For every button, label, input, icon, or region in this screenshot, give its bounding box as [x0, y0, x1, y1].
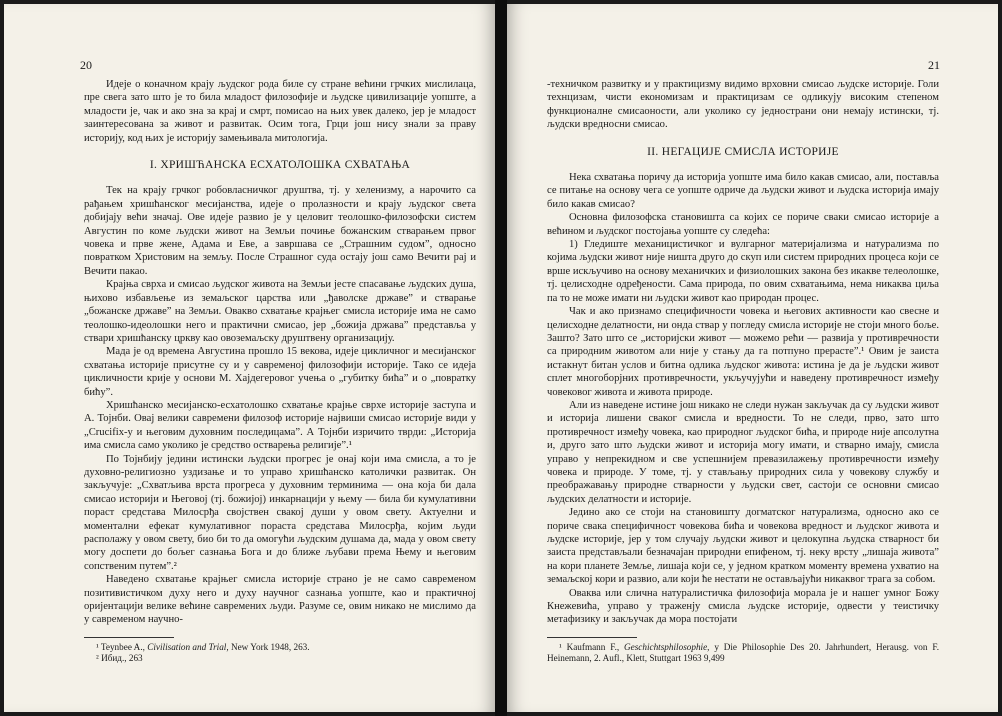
- paragraph: Нека схватања поричу да историја уопште има било какав смисао, али, постављa се питање на основу чега се уопште одриче да људски живот и људска историја имају било какав смисао?: [547, 172, 939, 210]
- intro-paragraph-left: Идеје о коначном крају људског рода биле су стране већини грчких мислилаца, пре свега зато што је то била младост филозофије и људске цивилизације уопште, а младости је, чак и ако зна за крај и смрт, помисао на њих увек далеко, јер је младост заинтересована за живот и развитак. Осим тога, Грци још нису знали за праву историју, код њих је историју замењивала митологија.: [84, 79, 476, 144]
- paragraph: Оваква или слична натуралистичка филозофија морала је и нашег умног Божу Кнежевића, управо у траженју смисла људске историје, одвести у теистичку метафизику и закључак да мора постојати: [547, 587, 939, 626]
- paragraph: Једино ако се стоји на становишту догматског натурализма, односно ако се пориче свака специфичност човекова бића и човекова вредност и људског живота и људске историје, јер у том случају људски живот и целокупна људска стварност би заиста представљали безначајан природни епифеном, тј. неку врсту „лишаја живота” на кори планете Земље, лишаја који се, у једном кратком моменту времена ухватио на земаљској кори и развио, али који ће нестати не остављајући никаквог трага за собом.: [547, 507, 939, 586]
- paragraph: 1) Гледиште механицистичког и вулгарног материјализма и натурализма по којима људски живот није ништа друго до скуп или систем природних процеса који се врше искључиво на основу механичких и физиолошких закона без икакве телеолошке, тј. целисходне одређености. Сама природа, по овим схватањима, нема никаква циља па то не може имати ни људски живот као природан процес.: [547, 239, 939, 304]
- footnote: ¹ Kaufmann F., Geschichtsphilosophie, у Die Philosophie Des 20. Jahrhundert, Herausg. von F. Heinemann, 2. Aufl., Klett, Stuttgart 1963 9,499: [547, 641, 939, 664]
- footnote-rule: [547, 637, 637, 638]
- page-number-left: 20: [80, 58, 92, 72]
- paragraph: Чак и ако признамо специфичности човека и његових активности као свесне и целисходне делатности, ни онда ствар у погледу смисла историје не стоји много боље. Зашто? Зато што се „историјски живот — можемо рећи — развија у противречности са природним животом али није у стању да га потпуно прерасте”.¹ Овим је заиста истакнут битан услов и битна одлика људског живота: истина је да је људски живот сплет многоборјних противречности, укључујући и наведену противречност између човековог живота и живота природе.: [547, 306, 939, 398]
- paragraph: Основна филозофска становишта са којих се пориче сваки смисао историје а већином и људског постојања уопште су следећа:: [547, 212, 939, 237]
- paragraph: По Тојнбију једини истински људски прогрес је онај који има смисла, а то је духовно-религиозно уздизање и то управо хришћанско католички развитак. Он закључује: „Схватљива врста прогреса у духовним терминима — она која би дала смисао историји и Његовој (тј. божијој) инкарнацији у њему — била би кумулативни пораст средстава Милосрђа својствен свакој души у овом свету. Актуелни и моментални ефекат кумулативног пораста средстава Милосрђа, којим људи располажу у овом свету, био би то да омогући људским душама да, мада у овом свету могу доспети до бољег сазнања Бога и до ближе љубави према Њему и његовим сопственим путем”.²: [84, 453, 476, 572]
- footnote: ² Ибид., 263: [96, 653, 143, 664]
- section-heading-right: II. НЕГАЦИЈЕ СМИСЛА ИСТОРИЈЕ: [647, 145, 839, 158]
- paragraph: Тек на крају грчког робовласничког друштва, тј. у хеленизму, а нарочито са рађањем хришћанског месијанства, идеје о пролазности и крају људског света добијају већи значај. Ове идеје развио је у целовит теолошко-филозофски систем Августин по коме људски живот на Земљи почиње божанским стварањем првог човека и прве жене, Адама и Еве, а завршава се „Страшним судом”, односно повратком Христовим на земљу. После Страшног суда остају још само Вечити рај и Вечити пакао.: [84, 185, 476, 277]
- left-page-content: [84, 78, 476, 665]
- intro-paragraph-right: -техничком развитку и у практицизму видимо врховни смисао људске историје. Голи технцизам, чисти економизам и практицизам се одликују високим степеном функционалне смисаоности, али уколико су једнострани они немају истински, тј. људски вредносни смисао.: [547, 79, 939, 131]
- section-heading-left: I. ХРИШЋАНСКА ЕСХАТОЛОШКА СХВАТАЊА: [149, 159, 411, 172]
- footnote: ¹ Teynbee A., Civilisation and Trial, New York 1948, 263.: [96, 641, 310, 652]
- paragraph: Мада је од времена Августина прошло 15 векова, идеје цикличног и месијанског схватања историје присутне су и у савременој филозофији историје. Тако се идеја цикличности крије у основи М. Хајдегеровог учења о „губитку бића” и о „повратку бићу”.: [84, 346, 476, 398]
- paragraph: Наведено схватање крајњег смисла историје страно је не само савременом позитивистичком духу него и духу научног сазнања уопште, као и практичној оријентацији велике већине савремених људи. Разуме се, овим никако не мислимо да у савременом научно-: [84, 574, 476, 626]
- right-page-content: [547, 78, 939, 665]
- page-number-right: 21: [928, 58, 940, 72]
- paragraph: Хришћанско месијанско-есхатолошко схватање крајње сврхе историје заступа и А. Тојнби. Овај велики савремени филозоф историје највиши смисао историје види у „Crucifix-у и његовим духовним последицама”. А Тојнби изричито тврди: „Историја има смисла само уколико је средство остварења религије”.¹: [84, 399, 476, 452]
- paragraph: Крајња сврха и смисао људског живота на Земљи јесте спасавање људских душа, њихово избављење из земаљског царства или „ђаволске државе” и стварање „божанске државе” на Земљи. Овакво схватање крајњег смисла историје има не само теолошко-идеолошки него и практични смисао, јер „божија држава” представља у ствари хришћанску цркву као овоземаљску друштвену организацију.: [84, 279, 476, 344]
- left-page: [4, 4, 495, 712]
- paragraph: Али из наведене истине још никако не следи нужан закључак да су људски живот и историја лишени сваког смисла и вредности. То не следи, прво, зато што противречност између човека, као природног људског бића, и природе није апсолутна и, друго зато што људски живот и историја могу имати, и стварно имају, смисла управо у непрекидном и све успешнијем превазилажењу противречности између човека и природе. У томе, тј. у стављању природних сила у човекову службу и преображавању природне стварности у људски свет, састоји се основни смисао људских делатности и историје.: [547, 399, 939, 505]
- footnote-rule: [84, 637, 174, 638]
- right-page: [507, 4, 998, 712]
- book-gutter: [495, 0, 507, 716]
